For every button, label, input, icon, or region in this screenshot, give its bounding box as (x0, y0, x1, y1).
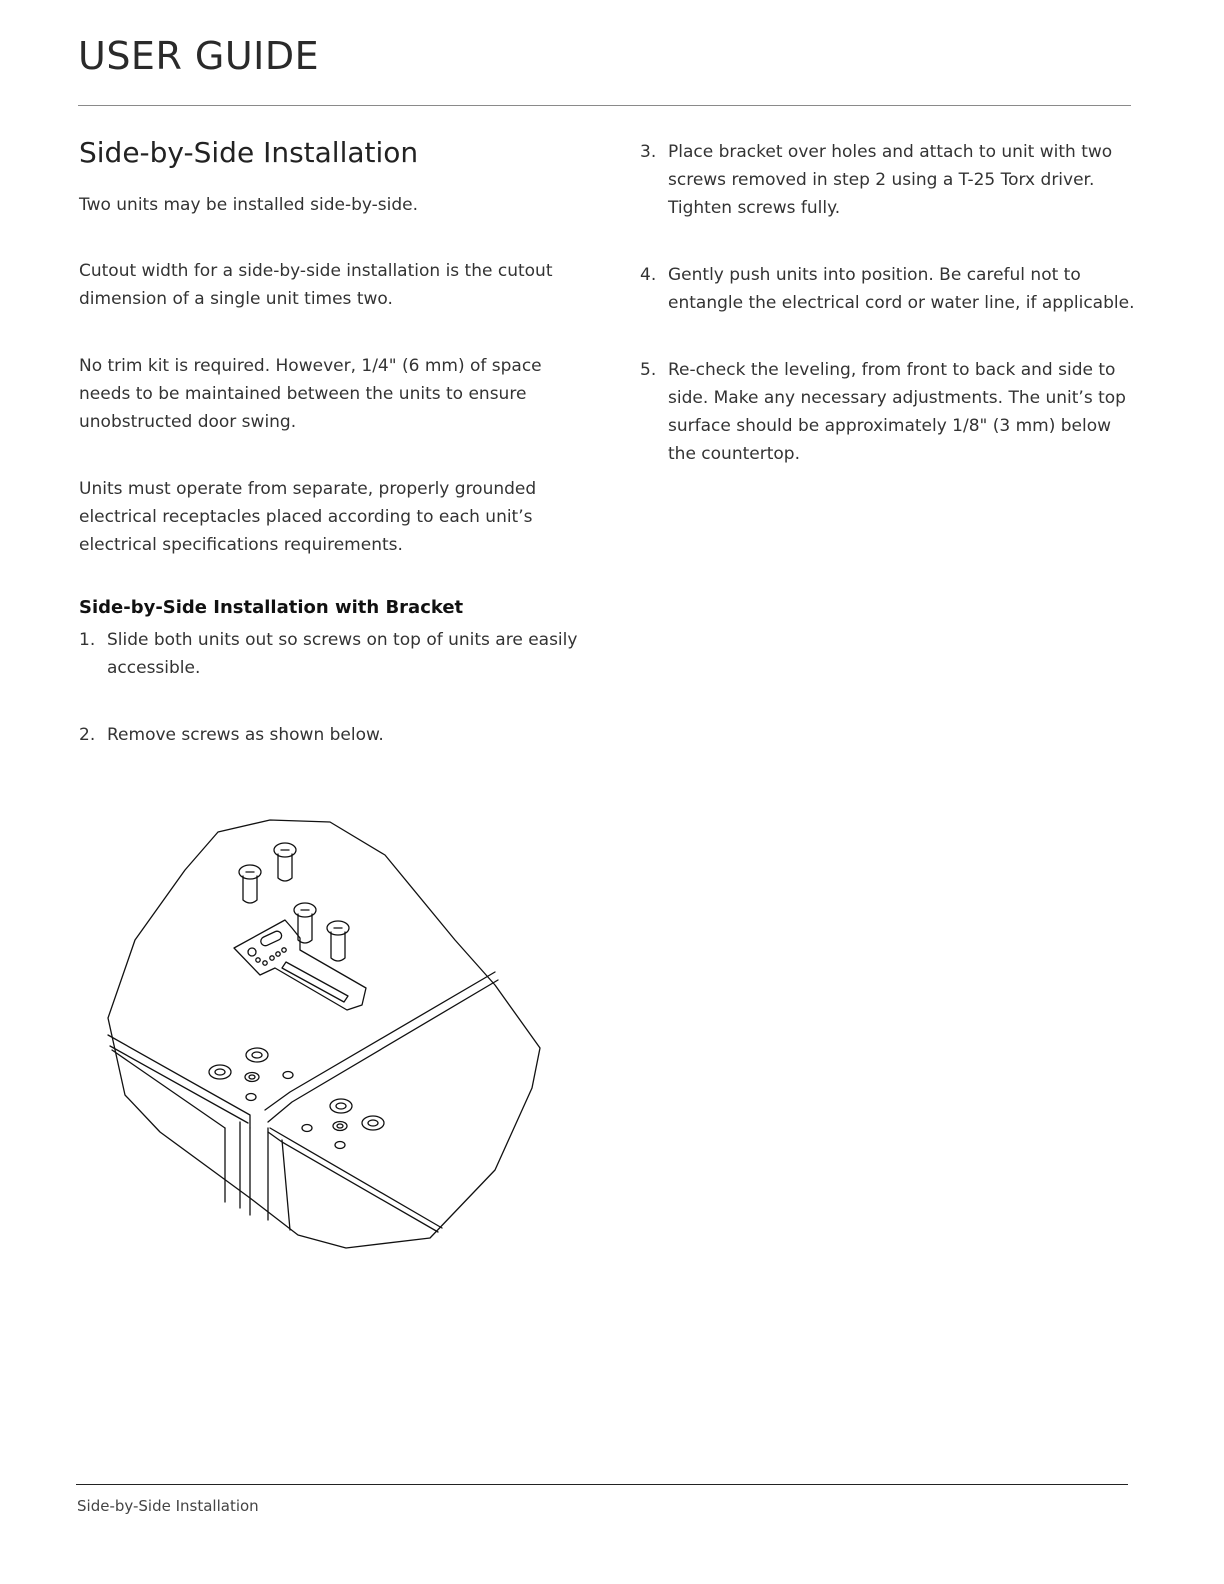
section-title: Side-by-Side Installation (79, 136, 419, 169)
screw-floating-2 (274, 843, 296, 881)
hole (283, 1072, 293, 1079)
intro-paragraph: Two units may be installed side-by-side. (79, 195, 418, 215)
step-number: 4. (640, 265, 657, 285)
screw-installed-left-1 (209, 1065, 231, 1079)
step-1 (79, 626, 579, 682)
footer-divider (76, 1484, 1128, 1485)
bracket-slot-long (282, 962, 348, 1002)
trim-kit-paragraph: No trim kit is required. However, 1/4" (6 mm) of space needs to be maintained between the units to ensure unobstructed door swing. (79, 356, 542, 432)
screw-floating-3 (294, 903, 316, 943)
step-text: Place bracket over holes and attach to unit with two screws removed in step 2 using a T-25 Torx driver. Tighten screws fully. (668, 142, 1113, 218)
step-number: 3. (640, 142, 657, 162)
bracket (234, 920, 366, 1010)
screw-floating-1 (239, 865, 261, 903)
step-text: Gently push units into position. Be careful not to entangle the electrical cord or water line, if applicable. (668, 265, 1135, 313)
bracket-installation-illustration (100, 810, 550, 1255)
hole (302, 1125, 312, 1132)
page-header-title: USER GUIDE (78, 34, 320, 78)
step-2 (79, 721, 579, 749)
step-number: 2. (79, 725, 96, 745)
step-number: 5. (640, 360, 657, 380)
step-text: Re-check the leveling, from front to back and side to side. Make any necessary adjustments. The unit’s top surface should be approximately 1/8" (3 mm) below the countertop. (668, 360, 1126, 464)
step-text: Remove screws as shown below. (107, 725, 384, 745)
hole (249, 1075, 255, 1079)
right-column (640, 138, 1140, 507)
left-column (79, 136, 579, 788)
hole (245, 1073, 259, 1082)
footer-section-label: Side-by-Side Installation (77, 1497, 259, 1515)
screw-installed-right-2 (362, 1116, 384, 1130)
screw-floating-4 (327, 921, 349, 961)
bracket-subheading: Side-by-Side Installation with Bracket (79, 597, 464, 618)
hole (333, 1122, 347, 1131)
unit-seam-right (265, 972, 495, 1110)
step-number: 1. (79, 630, 96, 650)
screw-installed-left-2 (246, 1048, 268, 1062)
step-5 (640, 356, 1140, 468)
cutaway-outline (108, 820, 540, 1248)
step-3 (640, 138, 1140, 222)
hole (335, 1142, 345, 1149)
hole (337, 1124, 343, 1128)
header-divider (78, 105, 1131, 106)
illustration-svg (100, 810, 550, 1255)
cutout-paragraph: Cutout width for a side-by-side installation is the cutout dimension of a single unit times two. (79, 261, 553, 309)
unit-seam (108, 1035, 250, 1128)
step-4 (640, 261, 1140, 317)
electrical-paragraph: Units must operate from separate, properly grounded electrical receptacles placed according to each unit’s electrical specifications requirements. (79, 479, 537, 555)
screw-installed-right-1 (330, 1099, 352, 1113)
step-text: Slide both units out so screws on top of units are easily accessible. (107, 630, 578, 678)
hole (246, 1094, 256, 1101)
